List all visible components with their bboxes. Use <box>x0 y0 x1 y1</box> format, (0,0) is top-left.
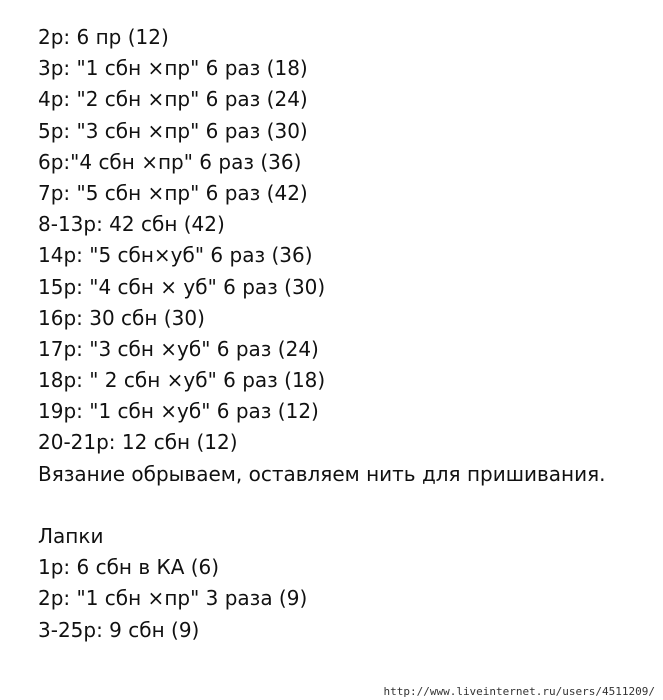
pattern-row: 16р: 30 сбн (30) <box>38 305 205 330</box>
finishing-instruction: Вязание обрываем, оставляем нить для пришивания. <box>38 461 606 486</box>
pattern-row: 18р: " 2 сбн ×уб" 6 раз (18) <box>38 368 326 393</box>
pattern-row: 5р: "3 сбн ×пр" 6 раз (30) <box>38 118 308 143</box>
pattern-row: 7р: "5 сбн ×пр" 6 раз (42) <box>38 180 308 205</box>
pattern-row: 20-21р: 12 сбн (12) <box>38 430 238 455</box>
pattern-row: 4р: "2 сбн ×пр" 6 раз (24) <box>38 87 308 112</box>
pattern-row: 2р: 6 пр (12) <box>38 25 169 49</box>
paws-row: 1р: 6 сбн в КА (6) <box>38 555 220 580</box>
pattern-row: 15р: "4 сбн × уб" 6 раз (30) <box>38 274 326 299</box>
paws-row: 2р: "1 сбн ×пр" 3 раза (9) <box>38 586 308 611</box>
pattern-row: 17р: "3 сбн ×уб" 6 раз (24) <box>38 336 319 361</box>
pattern-row: 6р:"4 сбн ×пр" 6 раз (36) <box>38 149 302 174</box>
pattern-row: 8-13р: 42 сбн (42) <box>38 212 225 237</box>
pattern-document <box>38 22 653 646</box>
pattern-row: 19р: "1 сбн ×уб" 6 раз (12) <box>38 399 319 424</box>
section-spacer <box>38 490 653 521</box>
pattern-row: 3р: "1 сбн ×пр" 6 раз (18) <box>38 56 308 81</box>
paws-row: 3-25р: 9 сбн (9) <box>38 617 200 642</box>
pattern-row: 14р: "5 сбн×уб" 6 раз (36) <box>38 243 313 268</box>
source-watermark: http://www.liveinternet.ru/users/4511209/ <box>383 685 655 698</box>
paws-section-title: Лапки <box>38 524 104 548</box>
